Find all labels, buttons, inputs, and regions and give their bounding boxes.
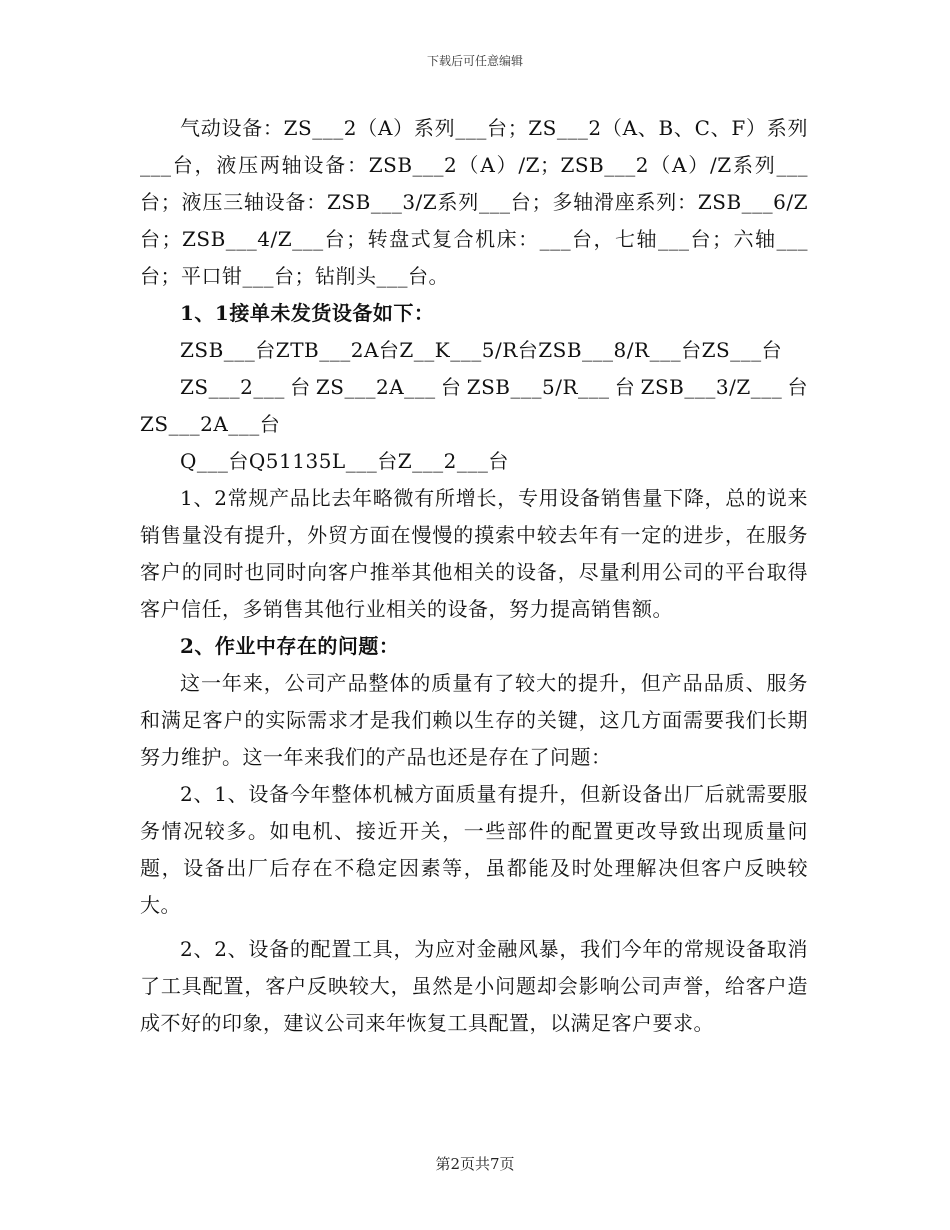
undelivered-line-1: ZSB___台ZTB___2A台Z__K___5/R台ZSB___8/R___台ZS___台 — [180, 338, 783, 362]
paragraph-sales-summary: 1、2常规产品比去年略微有所增长，专用设备销售量下降，总的说来销售量没有提升，外贸方面在慢慢的摸索中较去年有一定的进步，在服务客户的同时也同时向客户推举其他相关的设备，尽量利用公司的平台取得客户信任，多销售其他行业相关的设备，努力提高销售额。 — [140, 486, 808, 621]
paragraph-problem-2-1: 2、1、设备今年整体机械方面质量有提升，但新设备出厂后就需要服务情况较多。如电机、接近开关，一些部件的配置更改导致出现质量问题，设备出厂后存在不稳定因素等，虽都能及时处理解决但客户反映较大。 — [140, 782, 808, 917]
document-body — [140, 110, 808, 1042]
heading-existing-problems: 2、作业中存在的问题： — [180, 634, 400, 658]
page-header: 下载后可任意编辑 — [426, 54, 523, 68]
undelivered-line-3: Q___台Q51135L___台Z___2___台 — [180, 449, 509, 473]
heading-undelivered-equipment: 1、1接单未发货设备如下： — [180, 301, 435, 325]
paragraph-problem-2-2: 2、2、设备的配置工具，为应对金融风暴，我们今年的常规设备取消了工具配置，客户反映较大，虽然是小问题却会影响公司声誉，给客户造成不好的印象，建议公司来年恢复工具配置，以满足客户要求。 — [140, 937, 808, 1035]
page-number: 第2页共7页 — [435, 1155, 515, 1173]
undelivered-line-2: ZS___2___台ZS___2A___台ZSB___5/R___台ZSB___3/Z___台ZS___2A___台 — [140, 375, 808, 436]
paragraph-problems-intro: 这一年来，公司产品整体的质量有了较大的提升，但产品品质、服务和满足客户的实际需求才是我们赖以生存的关键，这几方面需要我们长期努力维护。这一年来我们的产品也还是存在了问题： — [140, 671, 808, 769]
paragraph-equipment-list: 气动设备：ZS___2（A）系列___台；ZS___2（A、B、C、F）系列___台，液压两轴设备：ZSB___2（A）/Z；ZSB___2（A）/Z系列___台；液压三轴设备：ZSB___3/Z系列___台；多轴滑座系列：ZSB___6/Z台；ZSB___4/Z___台；转盘式复合机床：___台，七轴___台；六轴___台；平口钳___台；钻削头___台。 — [140, 116, 808, 288]
